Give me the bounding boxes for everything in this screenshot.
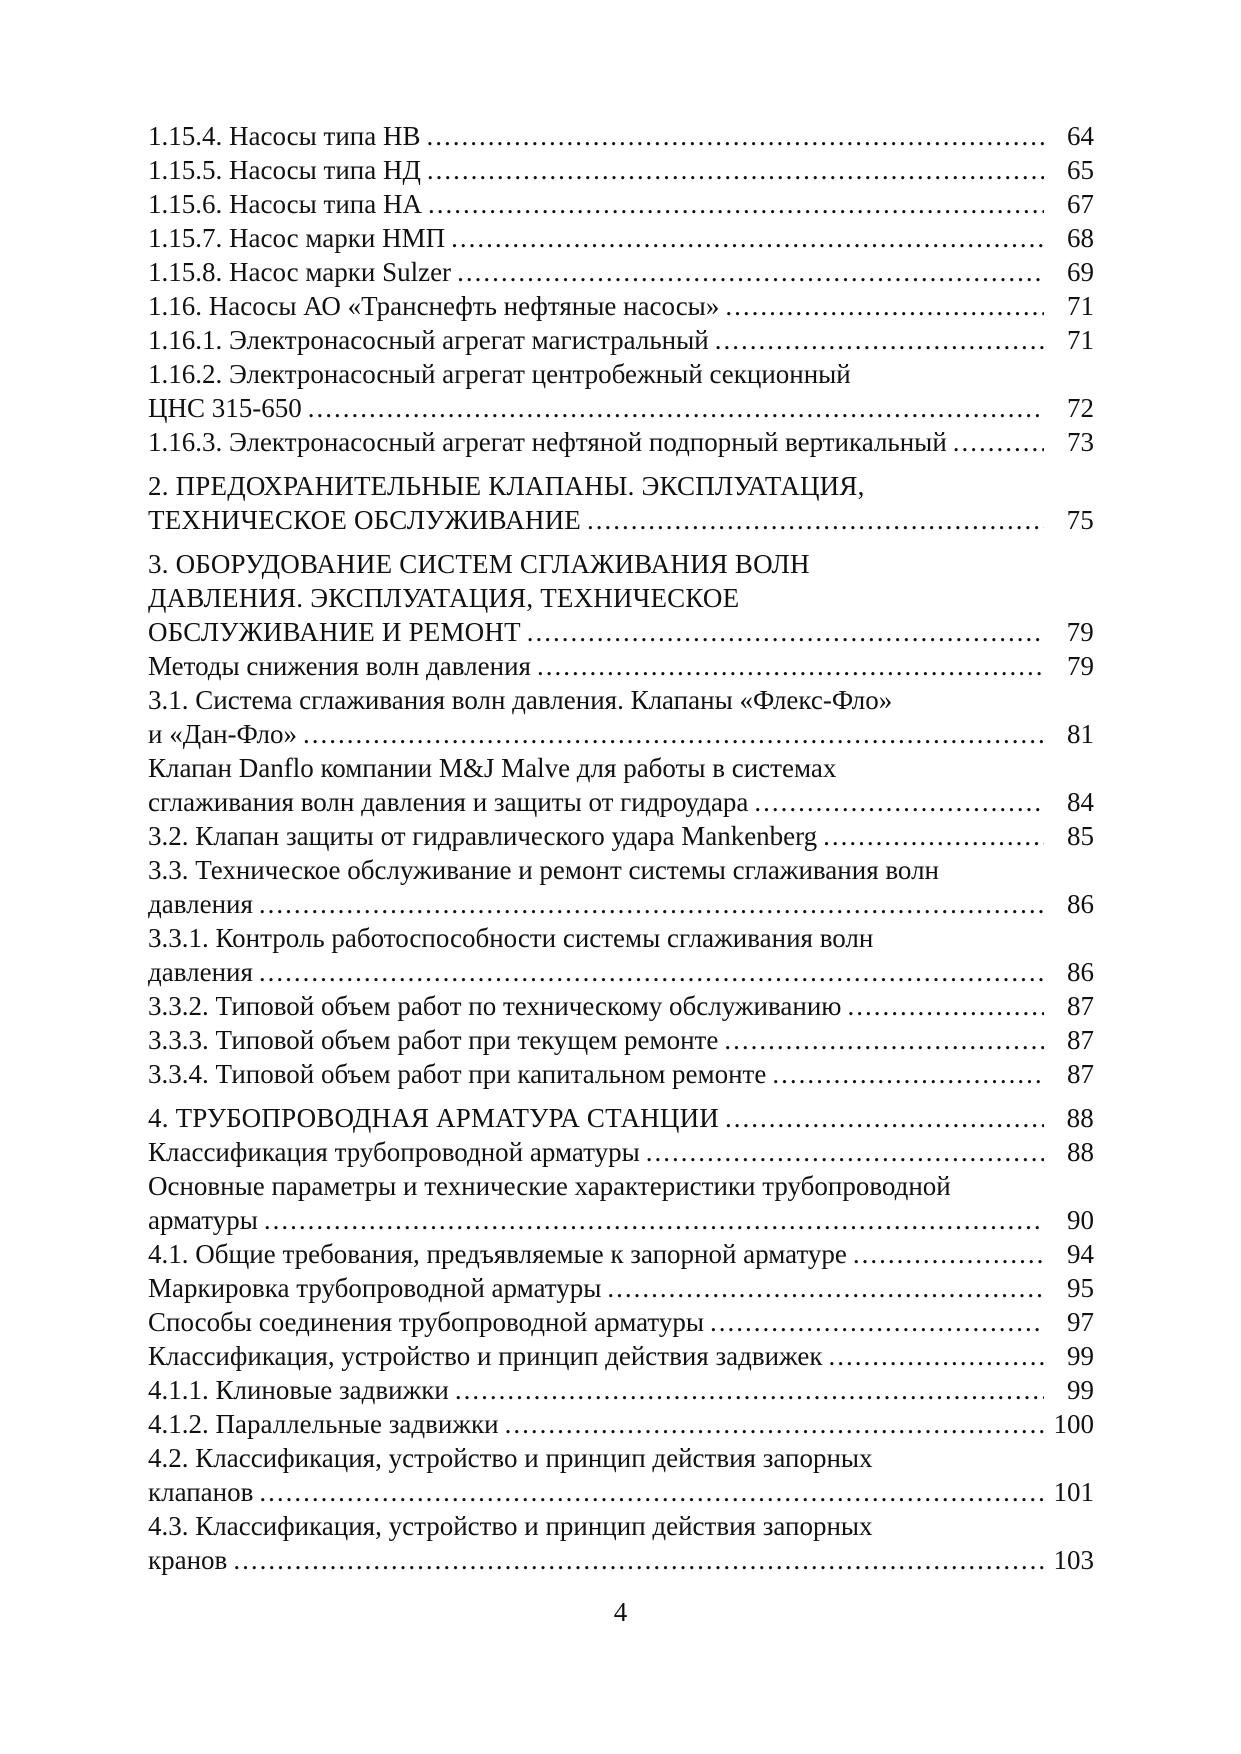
toc-page-number: 79 (1066, 617, 1094, 647)
toc-entry-title: арматуры (148, 1205, 258, 1235)
toc-entry-title: давления (148, 889, 253, 919)
toc-dot-leader (710, 1305, 1044, 1339)
toc-dot-leader (828, 1339, 1044, 1373)
toc-page-number: 87 (1067, 1025, 1094, 1055)
toc-entry-line (148, 1101, 1094, 1135)
toc-page-number: 81 (1067, 719, 1094, 749)
toc-entry-line (148, 989, 1094, 1023)
toc-entry-title: Классификация трубопроводной арматуры (148, 1137, 640, 1167)
toc-entry (148, 649, 1094, 683)
toc-entry-line (148, 1023, 1094, 1057)
toc-entry-title: 1.15.4. Насосы типа НВ (148, 121, 421, 151)
toc-entry-title: 1.15.5. Насосы типа НД (148, 155, 421, 185)
toc-dot-leader (259, 955, 1044, 989)
toc-chapter-entry (148, 469, 1094, 537)
toc-entry-line (148, 1135, 1094, 1169)
toc-entry (148, 255, 1094, 289)
toc-entry-title: 1.16.2. Электронасосный агрегат центробежный секционный (148, 359, 851, 389)
toc-dot-leader (233, 1543, 1044, 1577)
toc-entry-line (148, 1475, 1094, 1509)
toc-dot-leader (259, 1475, 1044, 1509)
toc-entry-title: 4.2. Классификация, устройство и принцип действия запорных (148, 1443, 873, 1473)
toc-entry (148, 819, 1094, 853)
toc-entry-line (148, 955, 1094, 989)
toc-entry-title: и «Дан-Фло» (148, 719, 298, 749)
toc-page-number: 79 (1067, 651, 1094, 681)
toc-entry-line (148, 751, 1094, 785)
toc-entry-title: 1.16.1. Электронасосный агрегат магистральный (148, 325, 709, 355)
toc-page-number: 84 (1067, 787, 1094, 817)
toc-entry-title: 2. ПРЕДОХРАНИТЕЛЬНЫЕ КЛАПАНЫ. ЭКСПЛУАТАЦИЯ, (148, 471, 865, 501)
toc-entry (148, 1237, 1094, 1271)
toc-entry (148, 751, 1094, 819)
toc-page-number: 87 (1067, 991, 1094, 1021)
toc-entry-line (148, 1373, 1094, 1407)
toc-entry-title: Основные параметры и технические характеристики трубопроводной (148, 1171, 951, 1201)
toc-entry-title: кранов (148, 1545, 228, 1575)
toc-chapter-entry (148, 1101, 1094, 1135)
toc-entry-title: давления (148, 957, 253, 987)
toc-entry (148, 1305, 1094, 1339)
toc-entry-title: 3.3.3. Типовой объем работ при текущем ремонте (148, 1025, 719, 1055)
toc-entry-line (148, 1057, 1094, 1091)
toc-entry-line (148, 255, 1094, 289)
toc-entry-title: 4. ТРУБОПРОВОДНАЯ АРМАТУРА СТАНЦИИ (148, 1103, 719, 1133)
toc-entry-title: Маркировка трубопроводной арматуры (148, 1273, 602, 1303)
toc-dot-leader (427, 153, 1044, 187)
toc-dot-leader (264, 1203, 1044, 1237)
toc-entry (148, 1169, 1094, 1237)
toc-entry-title: ТЕХНИЧЕСКОЕ ОБСЛУЖИВАНИЕ (148, 505, 581, 535)
toc-page-number: 71 (1067, 325, 1094, 355)
toc-entry (148, 1135, 1094, 1169)
toc-page-number: 64 (1067, 121, 1094, 151)
toc-entry-title: клапанов (148, 1477, 254, 1507)
toc-entry-line (148, 683, 1094, 717)
toc-page-number: 100 (1053, 1409, 1094, 1439)
toc-entry-title: ОБСЛУЖИВАНИЕ И РЕМОНТ (148, 617, 521, 647)
toc-entry-title: сглаживания волн давления и защиты от гидроудара (148, 787, 749, 817)
toc-dot-leader (451, 221, 1044, 255)
toc-entry (148, 1271, 1094, 1305)
toc-chapter-entry (148, 547, 1094, 649)
toc-entry-line (148, 785, 1094, 819)
toc-dot-leader (724, 1023, 1044, 1057)
toc-dot-leader (308, 391, 1044, 425)
toc-entry-line (148, 323, 1094, 357)
toc-entry (148, 153, 1094, 187)
toc-entry-line (148, 425, 1094, 459)
toc-page-number: 101 (1053, 1477, 1094, 1507)
toc-page-number: 88 (1067, 1137, 1094, 1167)
toc-entry-title: Методы снижения волн давления (148, 651, 531, 681)
toc-dot-leader (259, 887, 1044, 921)
toc-dot-leader (853, 1237, 1044, 1271)
toc-entry-line (148, 357, 1094, 391)
toc-dot-leader (772, 1057, 1044, 1091)
toc-entry-line (148, 391, 1094, 425)
toc-entry-title: Способы соединения трубопроводной арматуры (148, 1307, 704, 1337)
toc-entry-title: 1.15.7. Насос марки НМП (148, 223, 446, 253)
toc-entry-title: 3.3.2. Типовой объем работ по техническому обслуживанию (148, 991, 842, 1021)
toc-dot-leader (607, 1271, 1044, 1305)
toc-dot-leader (646, 1135, 1044, 1169)
toc-entry (148, 289, 1094, 323)
toc-page-number: 94 (1067, 1239, 1094, 1269)
toc-entry-line (148, 1203, 1094, 1237)
toc-dot-leader (725, 289, 1044, 323)
toc-dot-leader (754, 785, 1044, 819)
toc-entry-line (148, 1441, 1094, 1475)
toc-entry-line (148, 547, 1094, 581)
toc-entry-title: 4.1.2. Параллельные задвижки (148, 1409, 499, 1439)
toc-page-number: 65 (1067, 155, 1094, 185)
toc-page-number: 99 (1067, 1375, 1094, 1405)
toc-entry-title: 1.16.3. Электронасосный агрегат нефтяной подпорный вертикальный (148, 427, 947, 457)
toc-page-number: 86 (1067, 957, 1094, 987)
toc-entry (148, 1023, 1094, 1057)
toc-entry-line (148, 503, 1094, 537)
toc-dot-leader (527, 615, 1044, 649)
toc-page-number: 95 (1067, 1273, 1094, 1303)
toc-dot-leader (455, 1373, 1044, 1407)
toc-dot-leader (725, 1101, 1044, 1135)
toc-entry-line (148, 221, 1094, 255)
toc-entry (148, 119, 1094, 153)
toc-page-number: 85 (1067, 821, 1094, 851)
toc-page-number: 99 (1067, 1341, 1094, 1371)
toc-page-number: 73 (1067, 427, 1094, 457)
toc-entry (148, 425, 1094, 459)
toc-dot-leader (847, 989, 1044, 1023)
toc-page-number: 67 (1067, 189, 1094, 219)
toc-entry-line (148, 1543, 1094, 1577)
toc-page-number: 69 (1067, 257, 1094, 287)
toc-entry-line (148, 1237, 1094, 1271)
toc-entry-line (148, 1305, 1094, 1339)
toc-entry (148, 1373, 1094, 1407)
toc-dot-leader (823, 819, 1044, 853)
toc-entry-line (148, 289, 1094, 323)
toc-entry (148, 1509, 1094, 1577)
toc-entry-title: 3.1. Система сглаживания волн давления. Клапаны «Флекс-Фло» (148, 685, 893, 715)
toc-entry-line (148, 615, 1094, 649)
toc-dot-leader (715, 323, 1044, 357)
toc-entry-title: Классификация, устройство и принцип действия задвижек (148, 1341, 823, 1371)
toc-page-number: 71 (1067, 291, 1094, 321)
toc-page-number: 68 (1067, 223, 1094, 253)
toc-entry-title: 4.1.1. Клиновые задвижки (148, 1375, 449, 1405)
toc-entry-line (148, 469, 1094, 503)
toc-entry-line (148, 581, 1094, 615)
toc-entry (148, 221, 1094, 255)
toc-entry-line (148, 1271, 1094, 1305)
toc-entry-line (148, 119, 1094, 153)
toc-entry-line (148, 853, 1094, 887)
toc-dot-leader (428, 187, 1044, 221)
toc-dot-leader (505, 1407, 1044, 1441)
toc-entry-line (148, 1509, 1094, 1543)
toc-entry-title: 3. ОБОРУДОВАНИЕ СИСТЕМ СГЛАЖИВАНИЯ ВОЛН (148, 549, 810, 579)
table-of-contents (148, 119, 1094, 1577)
toc-entry-line (148, 887, 1094, 921)
toc-dot-leader (457, 255, 1044, 289)
toc-page-number: 86 (1067, 889, 1094, 919)
page-number: 4 (613, 1597, 628, 1627)
toc-entry-line (148, 1169, 1094, 1203)
toc-entry-title: 3.3. Техническое обслуживание и ремонт системы сглаживания волн (148, 855, 939, 885)
toc-dot-leader (303, 717, 1044, 751)
toc-page-number: 90 (1067, 1205, 1094, 1235)
toc-entry-title: ДАВЛЕНИЯ. ЭКСПЛУАТАЦИЯ, ТЕХНИЧЕСКОЕ (148, 583, 740, 613)
toc-entry (148, 187, 1094, 221)
toc-entry (148, 683, 1094, 751)
toc-dot-leader (953, 425, 1044, 459)
toc-page-number: 72 (1067, 393, 1094, 423)
toc-entry-line (148, 649, 1094, 683)
toc-entry (148, 921, 1094, 989)
toc-entry-title: Клапан Danflo компании M&J Malve для работы в системах (148, 753, 837, 783)
toc-entry (148, 1441, 1094, 1509)
toc-entry-line (148, 717, 1094, 751)
toc-entry-title: 3.3.1. Контроль работоспособности системы сглаживания волн (148, 923, 874, 953)
toc-entry-line (148, 819, 1094, 853)
toc-entry-title: 4.1. Общие требования, предъявляемые к запорной арматуре (148, 1239, 847, 1269)
toc-entry (148, 989, 1094, 1023)
toc-entry (148, 1339, 1094, 1373)
toc-entry-line (148, 1339, 1094, 1373)
toc-dot-leader (587, 503, 1044, 537)
toc-entry-line (148, 921, 1094, 955)
toc-dot-leader (426, 119, 1044, 153)
toc-entry-title: 3.3.4. Типовой объем работ при капитальном ремонте (148, 1059, 767, 1089)
toc-entry-line (148, 1407, 1094, 1441)
toc-entry-line (148, 187, 1094, 221)
toc-page-number: 88 (1066, 1103, 1094, 1133)
toc-entry-title: 1.15.8. Насос марки Sulzer (148, 257, 452, 287)
toc-page-number: 97 (1067, 1307, 1094, 1337)
toc-entry-title: 3.2. Клапан защиты от гидравлического удара Mankenberg (148, 821, 818, 851)
toc-entry (148, 1057, 1094, 1091)
toc-entry (148, 357, 1094, 425)
toc-entry-line (148, 153, 1094, 187)
toc-entry (148, 323, 1094, 357)
toc-page-number: 103 (1053, 1545, 1094, 1575)
toc-entry-title: 1.15.6. Насосы типа НА (148, 189, 422, 219)
toc-entry (148, 1407, 1094, 1441)
toc-dot-leader (537, 649, 1044, 683)
toc-entry (148, 853, 1094, 921)
toc-entry-title: 4.3. Классификация, устройство и принцип действия запорных (148, 1511, 873, 1541)
toc-entry-title: ЦНС 315-650 (148, 393, 302, 423)
toc-page-number: 75 (1066, 505, 1094, 535)
toc-entry-title: 1.16. Насосы АО «Транснефть нефтяные насосы» (148, 291, 720, 321)
toc-page-number: 87 (1067, 1059, 1094, 1089)
